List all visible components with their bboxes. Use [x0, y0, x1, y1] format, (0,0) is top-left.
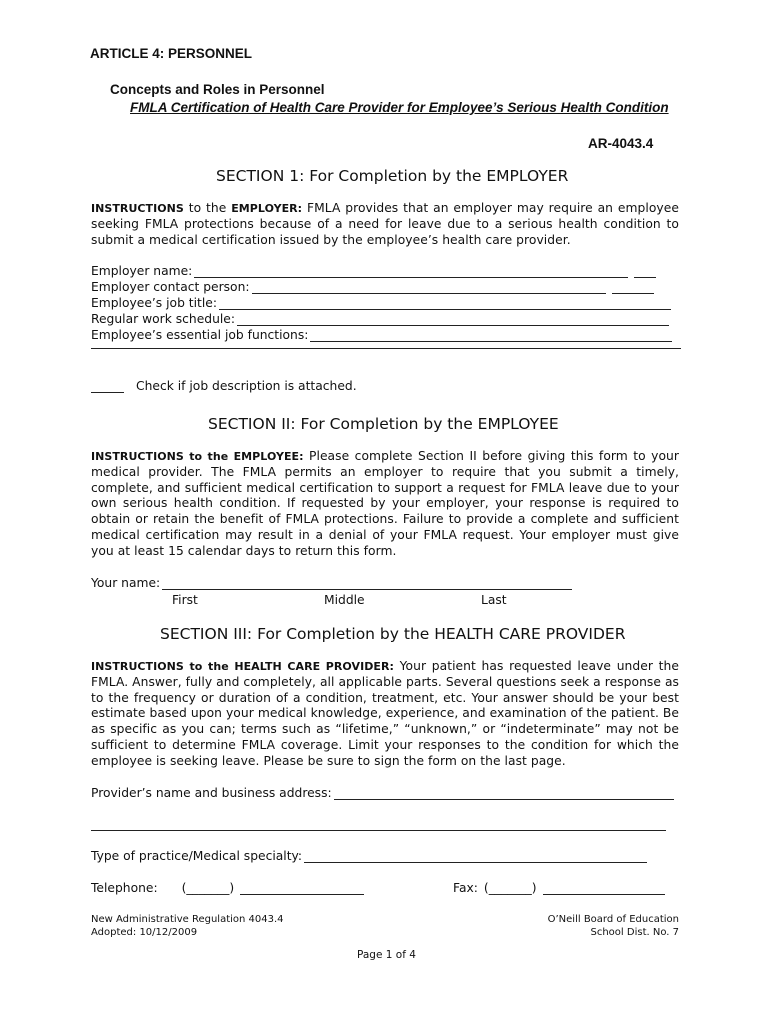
employer-contact-line[interactable]	[252, 281, 606, 294]
concepts-heading: Concepts and Roles in Personnel	[110, 82, 325, 97]
fax-area-code[interactable]: (_______)	[483, 881, 537, 895]
provider-name-field[interactable]	[91, 786, 674, 800]
section3-heading: SECTION III: For Completion by the HEALTH CARE PROVIDER	[160, 625, 626, 643]
job-title-label: Employee’s job title:	[91, 296, 217, 310]
fax-field[interactable]	[453, 881, 665, 895]
footer-adopted: Adopted: 10/12/2009	[91, 927, 198, 938]
section1-heading: SECTION 1: For Completion by the EMPLOYER	[216, 167, 569, 185]
telephone-area-code[interactable]: (_______)	[181, 881, 235, 895]
section1-instructions-label-a: INSTRUCTIONS	[91, 202, 184, 215]
fax-number-line[interactable]	[543, 882, 665, 895]
footer-board: O’Neill Board of Education	[547, 914, 679, 925]
practice-type-line[interactable]	[304, 850, 647, 863]
telephone-field[interactable]	[91, 881, 364, 895]
your-name-line[interactable]	[162, 577, 572, 590]
section1-instructions-mid: to the	[183, 201, 232, 215]
regulation-number: AR-4043.4	[588, 136, 654, 151]
provider-address-line[interactable]	[91, 830, 666, 831]
your-name-label: Your name:	[91, 576, 161, 590]
work-schedule-label: Regular work schedule:	[91, 312, 235, 326]
work-schedule-line[interactable]	[237, 313, 669, 326]
telephone-number-line[interactable]	[240, 882, 364, 895]
employer-contact-label: Employer contact person:	[91, 280, 250, 294]
essential-functions-field[interactable]	[91, 328, 672, 342]
section2-instructions-label: INSTRUCTIONS to the EMPLOYEE:	[91, 450, 304, 463]
provider-name-line[interactable]	[334, 787, 674, 800]
essential-functions-extra-line[interactable]	[91, 348, 681, 349]
essential-functions-label: Employee’s essential job functions:	[91, 328, 309, 342]
section1-instructions-text: FMLA provides that an employer may require an employee seeking FMLA protections because of a need for leave due to a serious health condition to submit a medical certification issued by the employee’s health care provider.	[91, 201, 679, 247]
section1-instructions-label-b: EMPLOYER:	[231, 202, 303, 215]
name-part-first: First	[172, 593, 198, 607]
job-description-checkbox-line[interactable]	[91, 380, 124, 393]
name-part-last: Last	[481, 593, 507, 607]
section1-instructions	[91, 201, 679, 248]
section2-heading: SECTION II: For Completion by the EMPLOYEE	[208, 415, 559, 433]
page-number: Page 1 of 4	[357, 949, 416, 961]
name-part-middle: Middle	[324, 593, 365, 607]
job-title-line[interactable]	[219, 297, 671, 310]
fax-label: Fax:	[453, 881, 478, 895]
employer-contact-line-extra[interactable]	[612, 281, 654, 294]
footer-left	[91, 913, 284, 939]
employer-name-line-extra[interactable]	[634, 265, 656, 278]
article-heading: ARTICLE 4: PERSONNEL	[90, 46, 253, 61]
employer-name-line[interactable]	[194, 265, 628, 278]
essential-functions-line[interactable]	[310, 329, 672, 342]
section3-instructions-text: Your patient has requested leave under the FMLA. Answer, fully and completely, all applicable parts. Several questions seek a response as to the frequency or duration of a condition, treatment, etc. Your answer should be your best estimate based upon your medical knowledge, experience, and examination of the patient. Be as specific as you can; terms such as “lifetime,” “unknown,” or “indeterminate” may not be sufficient to determine FMLA coverage. Limit your responses to the condition for which the employee is seeking leave. Please be sure to sign the form on the last page.	[91, 659, 679, 768]
job-description-check-field[interactable]	[91, 379, 357, 393]
footer-regulation: New Administrative Regulation 4043.4	[91, 914, 284, 925]
provider-name-label: Provider’s name and business address:	[91, 786, 332, 800]
job-title-field[interactable]	[91, 296, 671, 310]
section3-instructions-label: INSTRUCTIONS to the HEALTH CARE PROVIDER:	[91, 660, 394, 673]
section3-instructions	[91, 659, 679, 770]
section2-instructions	[91, 449, 679, 560]
practice-type-field[interactable]	[91, 849, 647, 863]
footer-district: School Dist. No. 7	[590, 927, 679, 938]
employer-contact-field[interactable]	[91, 280, 654, 294]
work-schedule-field[interactable]	[91, 312, 669, 326]
footer-right	[548, 913, 679, 939]
telephone-label: Telephone:	[91, 881, 158, 895]
employer-name-field[interactable]	[91, 264, 656, 278]
section2-instructions-text: Please complete Section II before giving this form to your medical provider. The FMLA permits an employer to require that you submit a timely, complete, and sufficient medical certification to support a request for FMLA leave due to your own serious health condition. If requested by your employer, your response is required to obtain or retain the benefit of FMLA protections. Failure to provide a complete and sufficient medical certification may result in a denial of your FMLA request. Your employer must give you at least 15 calendar days to return this form.	[91, 449, 680, 558]
practice-type-label: Type of practice/Medical specialty:	[91, 849, 303, 863]
form-title: FMLA Certification of Health Care Provider for Employee’s Serious Health Condition	[130, 100, 669, 115]
employer-name-label: Employer name:	[91, 264, 193, 278]
your-name-field[interactable]	[91, 576, 572, 590]
job-description-check-label: Check if job description is attached.	[136, 379, 357, 393]
